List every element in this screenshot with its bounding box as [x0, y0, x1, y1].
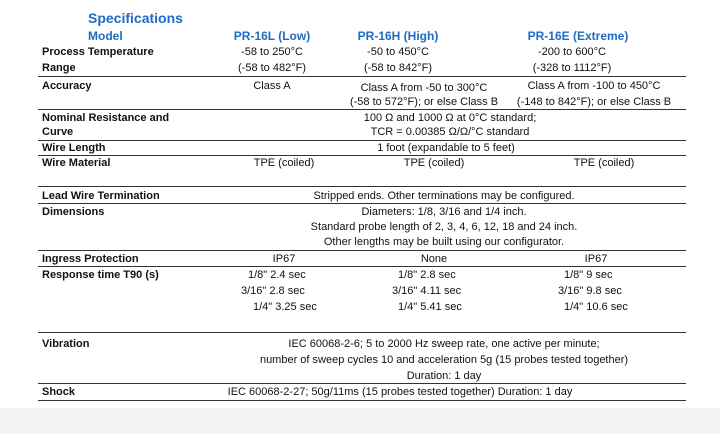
process-temperature-label-line2: Range — [42, 62, 76, 74]
row-divider — [38, 250, 686, 251]
nominal-resistance-label-line2: Curve — [42, 126, 74, 138]
process-temperature-low-f: (-58 to 482°F) — [238, 62, 306, 74]
response-low-3-16: 3/16" 2.8 sec — [241, 285, 305, 297]
vibration-cycles: number of sweep cycles 10 and acceleration 5g (15 probes tested together) — [259, 354, 629, 366]
wire-material-low: TPE (coiled) — [253, 157, 315, 169]
row-divider — [38, 203, 686, 204]
response-low-1-4: 1/4" 3.25 sec — [253, 301, 317, 313]
process-temperature-low-c: -58 to 250°C — [241, 46, 303, 58]
row-divider — [38, 76, 686, 77]
ingress-high: None — [420, 253, 448, 265]
wire-length-label: Wire Length — [42, 142, 106, 154]
row-divider — [38, 332, 686, 333]
accuracy-label: Accuracy — [42, 80, 92, 92]
response-extreme-1-8: 1/8" 9 sec — [564, 269, 613, 281]
accuracy-high-line2: (-58 to 572°F); or else Class B — [349, 96, 499, 108]
nominal-resistance-value: 100 Ω and 1000 Ω at 0°C standard; — [363, 112, 537, 124]
model-high-header: PR-16H (High) — [357, 29, 439, 43]
vibration-duration: Duration: 1 day — [406, 370, 482, 382]
accuracy-extreme-line2: (-148 to 842°F); or else Class B — [516, 96, 672, 108]
vibration-label: Vibration — [42, 338, 90, 350]
ingress-extreme: IP67 — [584, 253, 608, 265]
process-temperature-label: Process Temperature — [42, 46, 154, 58]
ingress-protection-label: Ingress Protection — [42, 253, 139, 265]
process-temperature-high-c: -50 to 450°C — [367, 46, 429, 58]
response-time-label: Response time T90 (s) — [42, 269, 159, 281]
process-temperature-high-f: (-58 to 842°F) — [364, 62, 432, 74]
nominal-resistance-label: Nominal Resistance and — [42, 112, 170, 124]
response-extreme-3-16: 3/16" 9.8 sec — [558, 285, 622, 297]
row-divider — [38, 186, 686, 187]
model-low-header: PR-16L (Low) — [233, 29, 311, 43]
lead-wire-termination-value: Stripped ends. Other terminations may be configured. — [313, 190, 575, 202]
row-divider — [38, 155, 686, 156]
process-temperature-extreme-f: (-328 to 1112°F) — [532, 62, 612, 74]
wire-material-label: Wire Material — [42, 157, 111, 169]
page-title: Specifications — [88, 10, 183, 26]
response-low-1-8: 1/8" 2.4 sec — [248, 269, 306, 281]
dimensions-diameters: Diameters: 1/8, 3/16 and 1/4 inch. — [361, 206, 527, 218]
shock-label: Shock — [42, 386, 76, 398]
row-divider — [38, 109, 686, 110]
page-footer-band — [0, 408, 720, 434]
response-high-1-4: 1/4" 5.41 sec — [398, 301, 462, 313]
wire-material-high: TPE (coiled) — [403, 157, 465, 169]
tcr-value: TCR = 0.00385 Ω/Ω/°C standard — [370, 126, 530, 138]
response-high-1-8: 1/8" 2.8 sec — [398, 269, 456, 281]
wire-length-value: 1 foot (expandable to 5 feet) — [377, 142, 515, 154]
dimensions-label: Dimensions — [42, 206, 105, 218]
model-extreme-header: PR-16E (Extreme) — [527, 29, 629, 43]
response-extreme-1-4: 1/4" 10.6 sec — [564, 301, 628, 313]
dimensions-other-lengths: Other lengths may be built using our configurator. — [323, 236, 565, 248]
row-divider — [38, 140, 686, 141]
accuracy-extreme-line1: Class A from -100 to 450°C — [527, 80, 661, 92]
process-temperature-extreme-c: -200 to 600°C — [538, 46, 606, 58]
vibration-standard: IEC 60068-2-6; 5 to 2000 Hz sweep rate, one active per minute; — [288, 338, 600, 350]
row-divider — [38, 383, 686, 384]
ingress-low: IP67 — [272, 253, 296, 265]
shock-value: IEC 60068-2-27; 50g/11ms (15 probes tested together) Duration: 1 day — [227, 386, 573, 398]
lead-wire-termination-label: Lead Wire Termination — [42, 190, 160, 202]
accuracy-high-line1: Class A from -50 to 300°C — [360, 82, 488, 94]
response-high-3-16: 3/16" 4.11 sec — [392, 285, 462, 297]
row-divider — [38, 400, 686, 401]
model-label: Model — [88, 29, 123, 43]
accuracy-low: Class A — [253, 80, 291, 92]
row-divider — [38, 266, 686, 267]
dimensions-standard-lengths: Standard probe length of 2, 3, 4, 6, 12, 18 and 24 inch. — [310, 221, 578, 233]
wire-material-extreme: TPE (coiled) — [573, 157, 635, 169]
